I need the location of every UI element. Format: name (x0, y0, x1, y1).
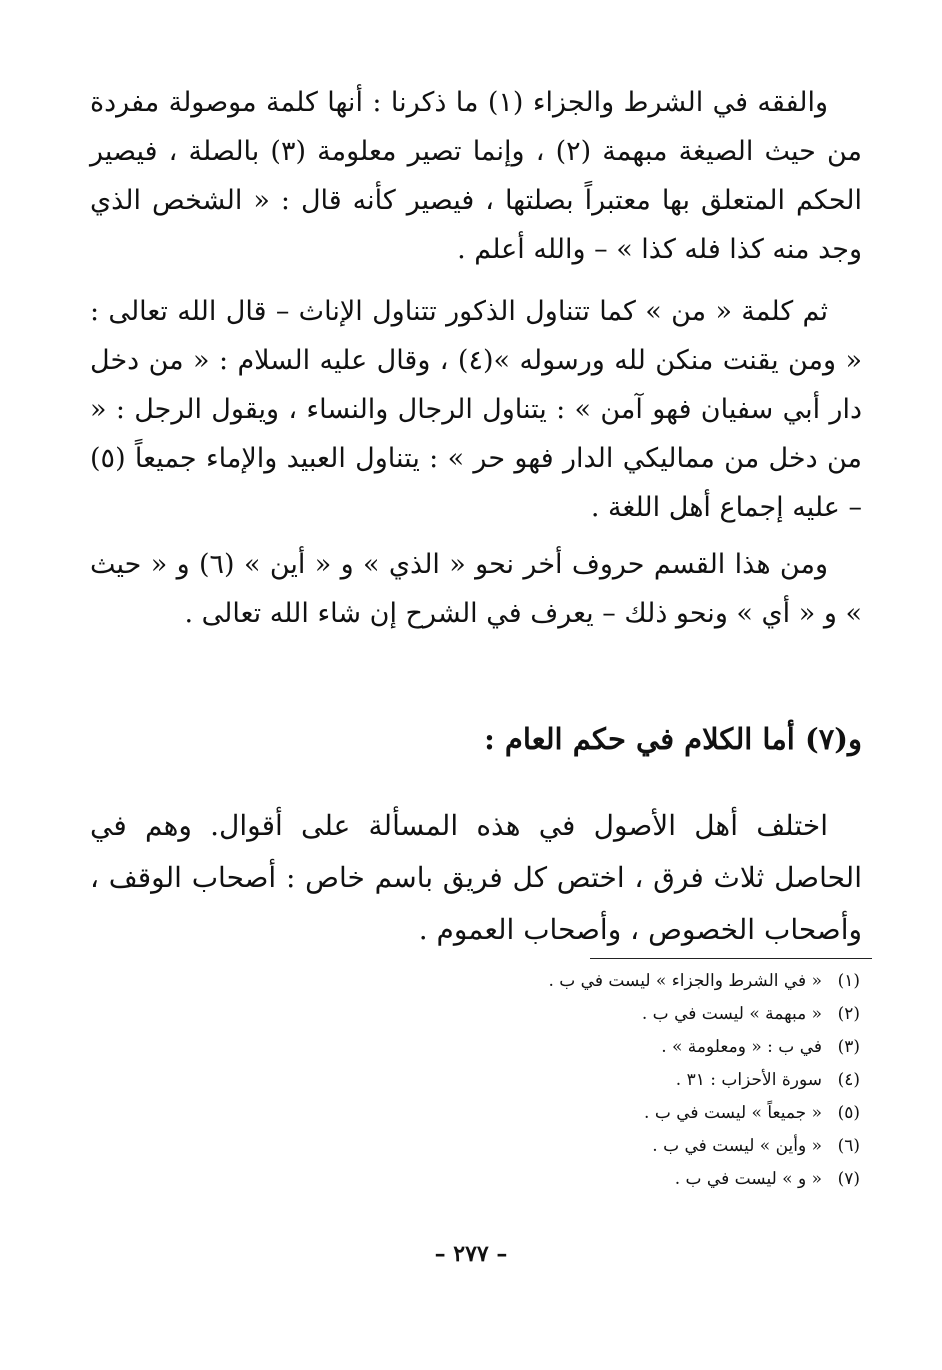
footnote-text: في ب : « ومعلومة » . (661, 1037, 822, 1057)
footnote-text: « في الشرط والجزاء » ليست في ب . (548, 971, 822, 991)
footnote-number: (٥) (837, 1103, 860, 1123)
paragraph-text: اختلف أهل الأصول في هذه المسألة على أقوال. وهم في الحاصل ثلاث فرق ، اختص كل فريق باسم خاص : أصحاب الوقف ، وأصحاب الخصوص ، وأصحاب العموم . (90, 809, 862, 946)
page-number: – ٢٧٧ – (434, 1241, 508, 1267)
paragraph-text: ثم كلمة « من » كما تتناول الذكور تتناول الإناث – قال الله تعالى : « ومن يقنت منكن لله ورسوله »(٤) ، وقال عليه السلام : « من دخل دار أبي سفيان فهو آمن » : يتناول الرجال والنساء ، ويقول الرجل : « من دخل من مماليكي الدار فهو حر » : يتناول العبيد والإماء جميعاً (٥) – عليه إجماع أهل اللغة . (90, 296, 862, 523)
footnotes-list (400, 965, 860, 1196)
paragraph-text: والفقه في الشرط والجزاء (١) ما ذكرنا : أنها كلمة موصولة مفردة من حيث الصيغة مبهمة (٢) ، وإنما تصير معلومة (٣) بالصلة ، فيصير الحكم المتعلق بها معتبراً بصلتها ، فيصير كأنه قال : « الشخص الذي وجد منه كذا فله كذا » – والله أعلم . (90, 87, 862, 265)
footnote-text: « جميعاً » ليست في ب . (644, 1103, 822, 1123)
footnote-item (400, 998, 860, 1031)
body-paragraph-1 (90, 78, 862, 274)
footnote-number: (٢) (837, 1004, 860, 1024)
section-heading: و(٧) أما الكلام في حكم العام : (484, 722, 862, 756)
footnote-item (400, 1097, 860, 1130)
footnote-number: (١) (837, 971, 860, 991)
footnote-number: (٤) (837, 1070, 860, 1090)
footnote-number: (٣) (837, 1037, 860, 1057)
body-paragraph-2 (90, 287, 862, 532)
footnote-text: سورة الأحزاب : ٣١ . (675, 1070, 822, 1090)
footnote-divider (590, 958, 872, 959)
footnote-number: (٧) (837, 1169, 860, 1189)
paragraph-text: ومن هذا القسم حروف أخر نحو « الذي » و « أين » (٦) و « حيث » و « أي » ونحو ذلك – يعرف في الشرح إن شاء الله تعالى . (90, 549, 862, 629)
footnote-item (400, 965, 860, 998)
footnote-text: « وأين » ليست في ب . (652, 1136, 822, 1156)
footnote-number: (٦) (837, 1136, 860, 1156)
footnote-item (400, 1064, 860, 1097)
footnote-text: « مبهمة » ليست في ب . (641, 1004, 822, 1024)
footnote-text: « و » ليست في ب . (674, 1169, 822, 1189)
body-paragraph-4 (90, 800, 862, 956)
body-paragraph-3 (90, 540, 862, 638)
footnote-item (400, 1163, 860, 1196)
footnote-item (400, 1031, 860, 1064)
footnote-item (400, 1130, 860, 1163)
